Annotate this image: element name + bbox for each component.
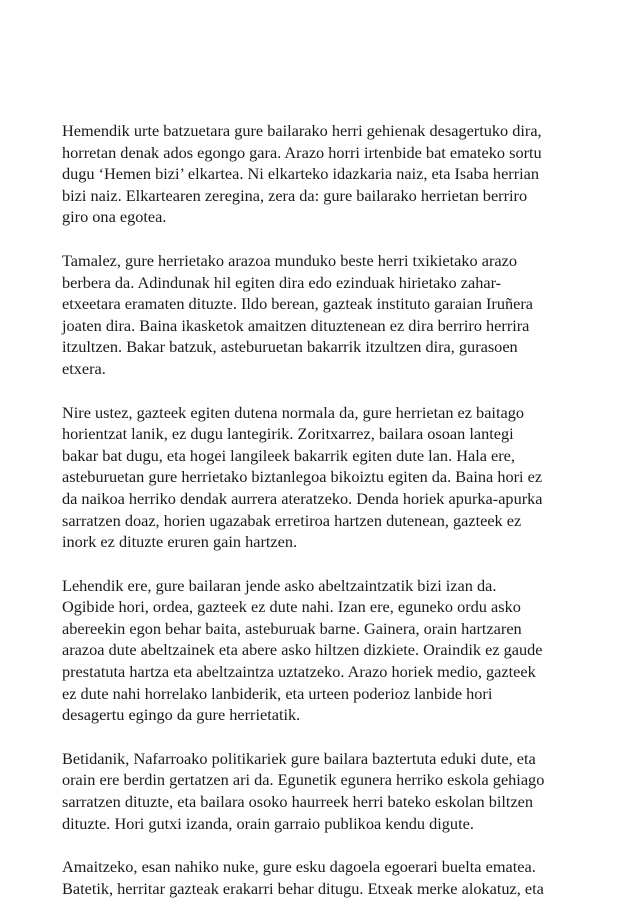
text-line: orain ere berdin gertatzen ari da. Egunetik egunera herriko eskola gehiago [62,770,545,790]
text-line: Betidanik, Nafarroako politikariek gure bailara baztertuta eduki dute, eta [62,748,536,768]
text-line: Amaitzeko, esan nahiko nuke, gure esku dagoela egoerari buelta ematea. [62,857,536,877]
text-line: arazoa dute abeltzainek eta abere asko hiltzen dizkiete. Oraindik ez gaude [62,640,543,660]
text-line: horientzat lanik, ez dugu lantegirik. Zoritxarrez, bailara osoan lantegi [62,424,514,444]
paragraph-2 [62,250,582,380]
text-line: dituzte. Hori gutxi izanda, orain garraio publikoa kendu digute. [62,813,474,833]
text-line: etxera. [62,358,106,378]
text-line: asteburuetan gure herrietako biztanlegoa bikoiztu egiten da. Baina hori ez [62,467,543,487]
paragraph-1 [62,120,582,228]
text-line: inork ez dituzte eruren gain hartzen. [62,532,298,552]
text-line: da naikoa herriko dendak aurrera ateratzeko. Denda horiek apurka-apurka [62,488,543,508]
text-line: etxeetara eramaten dituzte. Ildo berean, gazteak instituto garaian Iruñera [62,294,534,314]
text-line: sarratzen dituzte, eta bailara osoko haurreek herri bateko eskolan biltzen [62,792,534,812]
text-line: bizi naiz. Elkartearen zeregina, zera da: gure bailarako herrietan berriro [62,185,528,205]
text-line: itzultzen. Bakar batzuk, asteburuetan bakarrik itzultzen dira, gurasoen [62,337,518,357]
text-line: Ogibide hori, ordea, gazteek ez dute nahi. Izan ere, eguneko ordu asko [62,597,521,617]
document-body [62,120,582,921]
text-line: giro ona egotea. [62,207,167,227]
paragraph-6 [62,856,582,899]
text-line: joaten dira. Baina ikasketok amaitzen dituztenean ez dira berriro herrira [62,315,530,335]
text-line: horretan denak ados egongo gara. Arazo horri irtenbide bat emateko sortu [62,142,542,162]
paragraph-5 [62,748,582,834]
text-line: ez dute nahi horrelako lanbiderik, eta urteen poderioz lanbide hori [62,683,493,703]
text-line: abereekin egon behar baita, asteburuak barne. Gainera, orain hartzaren [62,618,522,638]
paragraph-3 [62,402,582,553]
text-line: prestatuta hartza eta abeltzaintza uztatzeko. Arazo horiek medio, gazteek [62,662,536,682]
text-line: Lehendik ere, gure bailaran jende asko abeltzaintzatik bizi izan da. [62,575,497,595]
text-line: berbera da. Adindunak hil egiten dira edo ezinduak hirietako zahar- [62,272,502,292]
text-line: desagertu egingo da gure herrietatik. [62,705,301,725]
text-line: Batetik, herritar gazteak erakarri behar ditugu. Etxeak merke alokatuz, eta [62,878,544,898]
text-line: Tamalez, gure herrietako arazoa munduko beste herri txikietako arazo [62,250,517,270]
text-line: sarratzen doaz, horien ugazabak erretiroa hartzen dutenean, gazteek ez [62,510,522,530]
paragraph-4 [62,575,582,726]
text-line: bakar bat dugu, eta hogei langileek bakarrik egiten dute lan. Hala ere, [62,445,515,465]
text-line: dugu ‘Hemen bizi’ elkartea. Ni elkarteko idazkaria naiz, eta Isaba herrian [62,164,540,184]
text-line: Hemendik urte batzuetara gure bailarako herri gehienak desagertuko dira, [62,121,542,140]
text-line: Nire ustez, gazteek egiten dutena normala da, gure herrietan ez baitago [62,402,524,422]
